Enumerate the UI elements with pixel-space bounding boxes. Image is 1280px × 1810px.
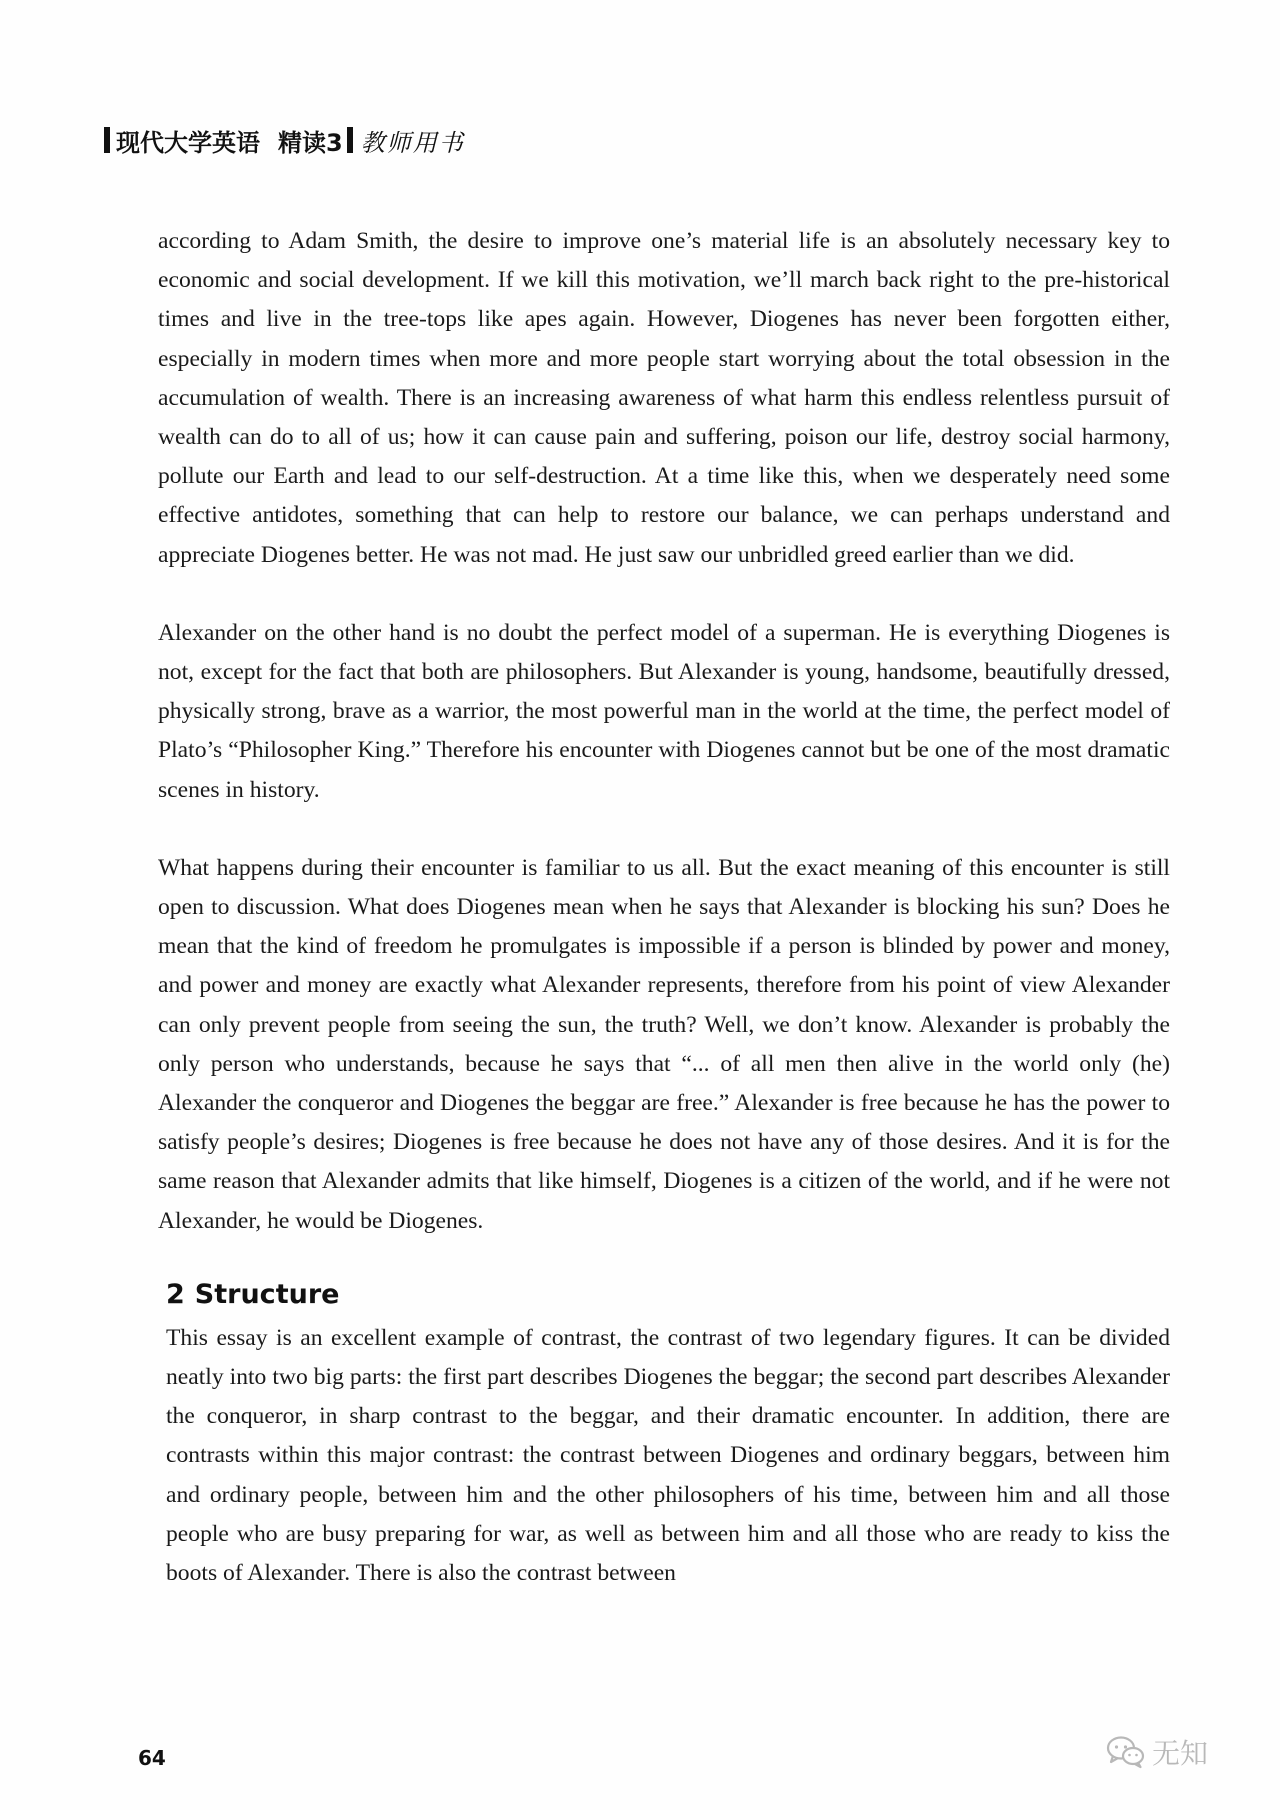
edition-label: 教师用书 <box>360 128 465 157</box>
paragraph-1: according to Adam Smith, the desire to improve one’s material life is an absolutely necessary key to economic and social development. If we kill this motivation, we’ll march back right to the pre-historical times and live in the tree-tops like apes again. However, Diogenes has never been forgotten either, especially in modern times when more and more people start worrying about the total obsession in the accumulation of wealth. There is an increasing awareness of what harm this endless relentless pursuit of wealth can do to all of us; how it can cause pain and suffering, poison our life, destroy social harmony, pollute our Earth and lead to our self-destruction. At a time like this, when we desperately need some effective antidotes, something that can help to restore our balance, we can perhaps understand and appreciate Diogenes better. He was not mad. He just saw our unbridled greed earlier than we did. <box>158 228 1170 568</box>
body-text <box>158 222 1170 1593</box>
watermark-text: 无知 <box>1152 1737 1209 1770</box>
wechat-icon <box>1106 1735 1146 1769</box>
section-heading <box>166 1275 1170 1315</box>
header-bar-right <box>347 127 353 153</box>
section-paragraph: This essay is an excellent example of contrast, the contrast of two legendary figures. It can be divided neatly into two big parts: the first part describes Diogenes the beggar; the second part describes Alexander the conqueror, in sharp contrast to the beggar, and their dramatic encounter. In addition, there are contrasts within this major contrast: the contrast between Diogenes and ordinary beggars, between him and ordinary people, between him and the other philosophers of his time, between him and all those people who are busy preparing for war, as well as between him and all those who are ready to kiss the boots of Alexander. There is also the contrast between <box>166 1324 1170 1587</box>
section-title: Structure <box>194 1278 340 1310</box>
section-number: 2 <box>166 1278 185 1310</box>
book-title: 现代大学英语 <box>116 128 260 157</box>
volume-label: 精读3 <box>278 128 343 157</box>
paragraph-3: What happens during their encounter is familiar to us all. But the exact meaning of this encounter is still open to discussion. What does Diogenes mean when he says that Alexander is blocking his sun? Does he mean that the kind of freedom he promulgates is impossible if a person is blinded by power and money, and power and money are exactly what Alexander represents, therefore from his point of view Alexander can only prevent people from seeing the sun, the truth? Well, we don’t know. Alexander is probably the only person who understands, because he says that “... of all men then alive in the world only (he) Alexander the conqueror and Diogenes the beggar are free.” Alexander is free because he has the power to satisfy people’s desires; Diogenes is free because he does not have any of those desires. And it is for the same reason that Alexander admits that like himself, Diogenes is a citizen of the world, and if he were not Alexander, he would be Diogenes. <box>158 854 1170 1234</box>
watermark <box>1106 1732 1208 1772</box>
page-number: 64 <box>138 1746 166 1770</box>
header-bar-left <box>104 127 110 153</box>
running-header <box>104 120 465 160</box>
paragraph-2: Alexander on the other hand is no doubt the perfect model of a superman. He is everything Diogenes is not, except for the fact that both are philosophers. But Alexander is young, handsome, beautifully dressed, physically strong, brave as a warrior, the most powerful man in the world at the time, the perfect model of Plato’s “Philosopher King.” Therefore his encounter with Diogenes cannot but be one of the most dramatic scenes in history. <box>158 619 1170 803</box>
